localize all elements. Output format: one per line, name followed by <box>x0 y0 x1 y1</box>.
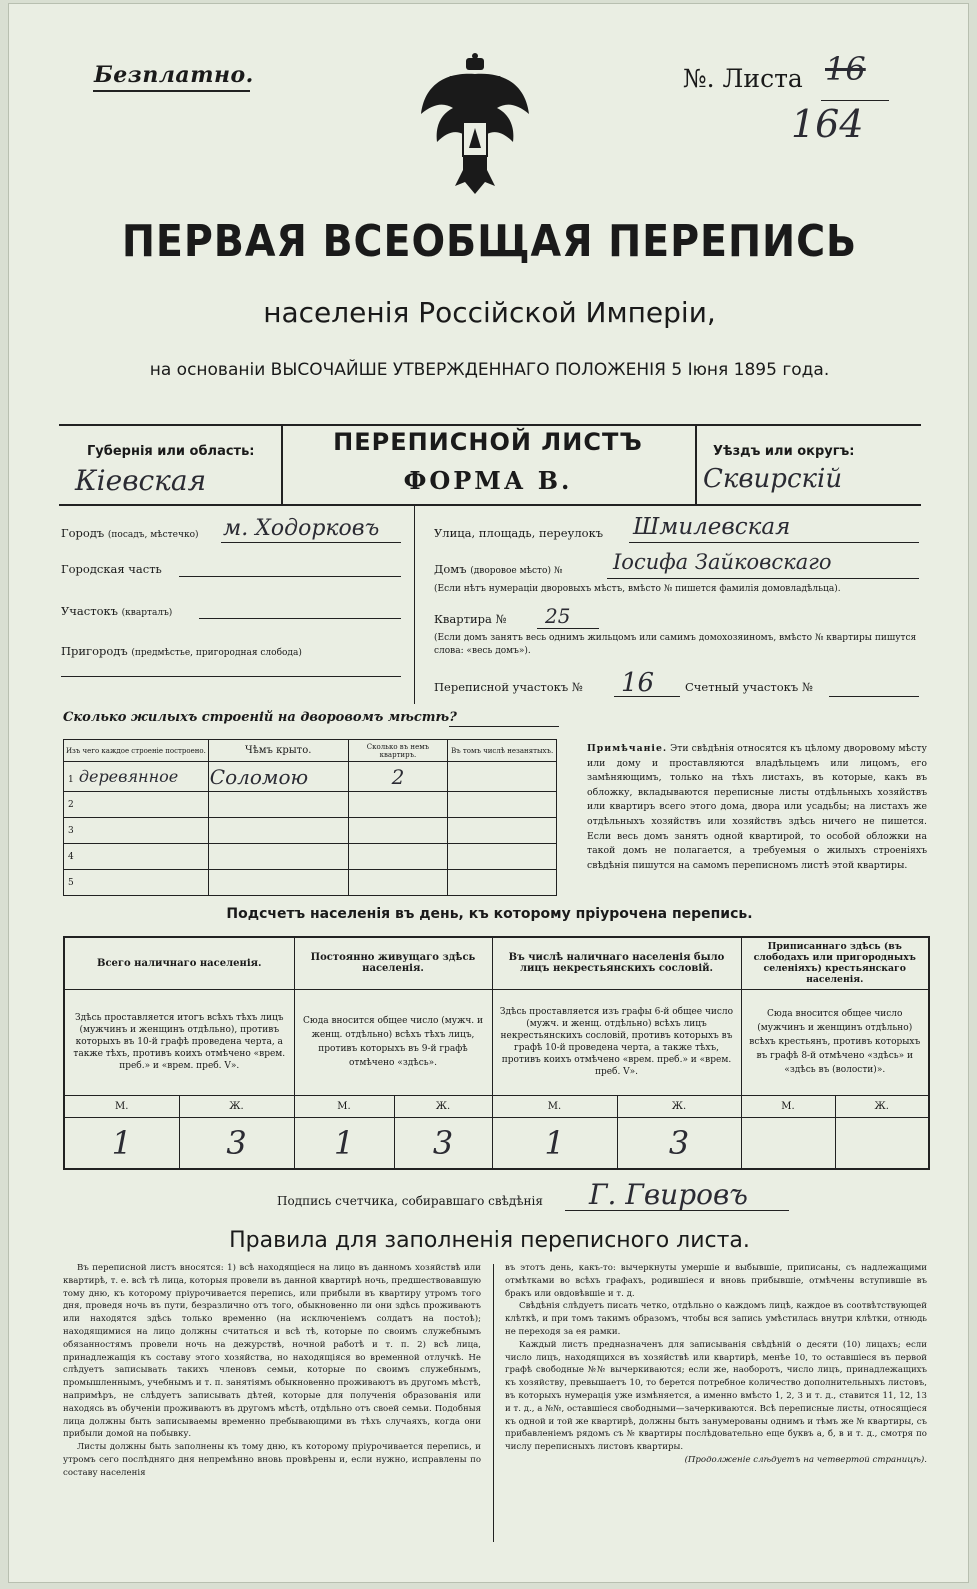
house-label-row <box>434 562 562 576</box>
form-sheet-title: ПЕРЕПИСНОЙ ЛИСТЪ <box>333 428 643 456</box>
province-value: Кіевская <box>75 464 207 497</box>
street-label: Улица, площадь, переулокъ <box>434 526 604 540</box>
population-desc-permanent: Сюда вносится общее число (мужч. и женщ. отдѣльно) всѣхъ тѣхъ лицъ, противъ которыхъ въ 9-й графѣ отмѣчено «здѣсь». <box>294 989 492 1095</box>
street-line <box>629 542 919 543</box>
building-apartments: 2 <box>348 762 448 792</box>
free-underline <box>93 90 250 92</box>
f-label: Ж. <box>617 1095 741 1117</box>
sheet-number-crossed: 16 <box>825 50 866 88</box>
census-sheet <box>8 3 969 1583</box>
district-value: Сквирскій <box>703 464 843 494</box>
buildings-header-vacant: Въ томъ числѣ незанятыхъ. <box>448 740 557 762</box>
row-number: 5 <box>64 870 209 896</box>
population-total-female: 3 <box>179 1117 294 1169</box>
rules-left-column <box>63 1262 481 1480</box>
rules-paragraph: въ этотъ день, какъ-то: вычеркнуты умершіе и выбывшіе, приписаны, съ надлежащими отмѣтками во всѣхъ графахъ, родившіеся и вновь прибывшіе, отмѣчены вступившіе въ бракъ или овдовѣвшіе и т. д. <box>505 1263 927 1299</box>
section-label: Участокъ <box>61 604 119 618</box>
rules-continued: (Продолженіе слѣдуетъ на четвертой страницѣ). <box>684 1454 927 1465</box>
house-value: Іосифа Зайковскаго <box>613 550 832 574</box>
population-peasant-male <box>741 1117 835 1169</box>
signature-label: Подпись счетчика, собиравшаго свѣдѣнія <box>277 1194 543 1208</box>
section-line <box>199 618 401 619</box>
free-label: Безплатно. <box>94 62 254 88</box>
suburb-label-row <box>61 644 302 658</box>
row-number: 2 <box>64 792 209 818</box>
population-head-peasant: Приписаннаго здѣсь (въ слободахъ или пригородныхъ селеніяхъ) крестьянскаго населенія. <box>741 937 929 989</box>
count-section-label: Счетный участокъ № <box>685 680 813 694</box>
rules-right-column <box>505 1262 927 1467</box>
house-line <box>607 578 919 579</box>
row-number: 3 <box>64 818 209 844</box>
sheet-number-label: №. Листа <box>683 64 803 93</box>
city-label: Городъ <box>61 526 105 540</box>
rules-divider <box>493 1264 494 1542</box>
street-value: Шмилевская <box>633 514 791 540</box>
table-row <box>64 870 557 896</box>
suburb-label: Пригородъ <box>61 644 128 658</box>
table-row <box>64 762 557 792</box>
population-total-male: 1 <box>64 1117 179 1169</box>
apartment-note: (Если домъ занятъ весь однимъ жильцомъ или самимъ домохозяиномъ, вмѣсто № квартиры пишутся слова: «весь домъ»). <box>434 633 917 656</box>
buildings-header-apartments: Сколько въ немъ квартиръ. <box>348 740 448 762</box>
province-label: Губернія или область: <box>87 444 255 459</box>
section-hint: (кварталъ) <box>121 608 173 618</box>
house-hint: (дворовое мѣсто) № <box>470 566 563 576</box>
address-divider <box>414 504 415 704</box>
population-peasant-female <box>835 1117 929 1169</box>
note-text: Эти свѣдѣнія относятся къ цѣлому дворовому мѣсту или дому и проставляются владѣльцемъ или лицомъ, его замѣняющимъ, только на тѣхъ листахъ, въ которые, какъ въ обложку, вкладываются переписные листы отдѣльныхъ хозяйствъ или квартиръ всего этого дома, двора или усадьбы; на листахъ же отдѣльныхъ хозяйствъ или хозяйствъ здѣсь ничего не пишется. Если весь домъ занятъ одной квартирой, то особой обложки на такой домъ не полагается, а требуемыя о жилыхъ строеніяхъ свѣдѣнія пишутся на самомъ переписномъ листѣ этой квартиры. <box>587 743 927 871</box>
row-number: 4 <box>64 844 209 870</box>
population-table <box>63 936 930 1170</box>
buildings-question: Сколько жилыхъ строеній на дворовомъ мѣстѣ? <box>63 710 457 725</box>
buildings-header-material: Изъ чего каждое строеніе построено. <box>64 740 209 762</box>
population-permanent-male: 1 <box>294 1117 394 1169</box>
district-label: Уѣздъ или округъ: <box>713 444 855 459</box>
sheet-number-underline <box>821 100 889 101</box>
buildings-note <box>587 742 927 873</box>
buildings-table <box>63 739 557 896</box>
table-row <box>64 792 557 818</box>
population-title: Подсчетъ населенія въ день, къ которому пріурочена перепись. <box>226 906 753 922</box>
population-head-nonpeasant: Въ числѣ наличнаго населенія было лицъ некрестьянскихъ сословій. <box>492 937 741 989</box>
f-label: Ж. <box>835 1095 929 1117</box>
count-section-line <box>829 696 919 697</box>
divider <box>695 424 697 504</box>
city-value: м. Ходорковъ <box>223 516 380 541</box>
city-hint: (посадъ, мѣстечко) <box>107 530 199 540</box>
m-label: М. <box>492 1095 617 1117</box>
f-label: Ж. <box>394 1095 492 1117</box>
buildings-header-roof: Чѣмъ крыто. <box>208 740 348 762</box>
population-nonpeasant-female: 3 <box>617 1117 741 1169</box>
population-nonpeasant-male: 1 <box>492 1117 617 1169</box>
apartment-label: Квартира № <box>434 612 507 626</box>
building-material: деревянное <box>78 767 179 786</box>
rules-paragraph: Свѣдѣнія слѣдуетъ писать четко, отдѣльно о каждомъ лицѣ, каждое въ соотвѣтствующей клѣткѣ, и при томъ такимъ образомъ, чтобы вся запись умѣстилась внутри клѣтки, отнюдь не переходя за ея рамки. <box>505 1301 927 1337</box>
subtitle: населенія Россійской Имперіи, <box>263 296 716 329</box>
table-row <box>64 818 557 844</box>
main-title: ПЕРВАЯ ВСЕОБЩАЯ ПЕРЕПИСЬ <box>121 216 858 267</box>
building-roof: Соломою <box>208 762 348 792</box>
population-desc-total: Здѣсь проставляется итогъ всѣхъ тѣхъ лицъ (мужчинъ и женщинъ отдѣльно), противъ которыхъ въ 10-й графѣ проведена черта, а также тѣхъ, противъ коихъ отмѣчено «врем. преб.» и «врем. преб. V». <box>64 989 294 1095</box>
signature-value: Г. Гвировъ <box>589 1178 748 1211</box>
population-permanent-female: 3 <box>394 1117 492 1169</box>
double-headed-eagle-icon <box>419 52 531 202</box>
rules-paragraph: Въ переписной листъ вносятся: 1) всѣ находящіеся на лицо въ данномъ хозяйствѣ или квартирѣ, т. е. всѣ тѣ лица, которыя провели въ данной квартирѣ ночь, предшествовавшую тому дню, къ которому пріурочивается перепись, или прибыли въ квартиру утромъ того дня, проведя ночь въ пути, безразлично отъ того, обыкновенно ли они здѣсь проживаютъ или находятся здѣсь только временно (на исключеніемъ солдатъ на постоѣ); находящимися на лицо должны считаться и всѣ тѣ, которые по своимъ служебнымъ обязанностямъ провели ночь на дежурствѣ, ночной работѣ и т. п. 2) всѣ лица, принадлежащія къ составу этого хозяйства, но находящіяся во временной отлучкѣ. Не слѣдуетъ записывать такихъ членовъ семьи, которые по своимъ служебнымъ, промышленнымъ, учебнымъ и т. п. занятіямъ обыкновенно проживаютъ въ другомъ мѣстѣ, напримѣръ, не слѣдуетъ записывать дѣтей, которые для полученія образованія или находясь въ обученіи проживаютъ въ другомъ мѣстѣ, отдѣльно отъ своей семьи. Подобныя лица должны быть записываемы временно пребывающими въ тѣхъ случаяхъ, когда они прибыли домой на побывку. <box>63 1263 481 1440</box>
city-line <box>221 542 401 543</box>
city-part-line <box>179 576 401 577</box>
census-section-label: Переписной участокъ № <box>434 680 583 694</box>
table-row <box>64 844 557 870</box>
population-head-total: Всего наличнаго населенія. <box>64 937 294 989</box>
m-label: М. <box>741 1095 835 1117</box>
suburb-line <box>61 676 401 677</box>
house-label: Домъ <box>434 562 467 576</box>
suburb-hint: (предмѣстье, пригородная слобода) <box>131 648 302 658</box>
basis-line: на основаніи ВЫСОЧАЙШЕ УТВЕРЖДЕННАГО ПОЛОЖЕНІЯ 5 Іюня 1895 года. <box>149 360 830 380</box>
rules-paragraph: Каждый листъ предназначенъ для записыванія свѣдѣній о десяти (10) лицахъ; если число лицъ, находящихся въ хозяйствѣ или квартирѣ, менѣе 10, то оставшіеся въ первой графѣ свободные №№ вычеркиваются; если же, наоборотъ, число лицъ, принадлежащихъ къ хозяйству, превышаетъ 10, то берется потребное количество дополнительныхъ листовъ, въ которыхъ нумерація уже измѣняется, а именно вмѣсто 1, 2, 3 и т. д., ставится 11, 12, 13 и т. д., а №№, оставшіеся свободными—зачеркиваются. Всѣ переписные листы, относящіеся къ одной и той же квартирѣ, должны быть занумерованы однимъ и тѣмъ же № квартиры, съ прибавленіемъ рядомъ съ № квартиры послѣдовательно еще буквъ а, б, в и т. д., смотря по числу переписныхъ листовъ квартиры. <box>505 1339 927 1453</box>
m-label: М. <box>64 1095 179 1117</box>
section-label-row <box>61 604 172 618</box>
m-label: М. <box>294 1095 394 1117</box>
rules-paragraph: Листы должны быть заполнены къ тому дню, къ которому пріурочивается перепись, и утромъ сего послѣдняго дня непремѣнно вновь провѣрены и, если нужно, исправлены по составу населенія <box>63 1442 481 1478</box>
population-desc-nonpeasant: Здѣсь проставляется изъ графы 6-й общее число (мужч. и женщ. отдѣльно) всѣхъ лицъ некрестьянскихъ сословій, противъ которыхъ въ графѣ 10-й проведена черта, а также тѣхъ, противъ коихъ отмѣчено «врем. преб.» и «врем. преб. V». <box>492 989 741 1095</box>
population-head-permanent: Постоянно живущаго здѣсь населенія. <box>294 937 492 989</box>
note-title: Примѣчаніе. <box>587 743 668 754</box>
census-section-value: 16 <box>621 668 655 698</box>
buildings-line <box>449 726 559 727</box>
rules-title: Правила для заполненія переписного листа. <box>229 1228 750 1253</box>
f-label: Ж. <box>179 1095 294 1117</box>
city-part-label: Городская часть <box>61 562 162 576</box>
apartment-line <box>537 628 599 629</box>
sheet-number-value: 164 <box>791 102 864 146</box>
apartment-value: 25 <box>545 604 571 628</box>
population-desc-peasant: Сюда вносится общее число (мужчинъ и женщинъ отдѣльно) всѣхъ крестьянъ, противъ которыхъ въ графѣ 8-й отмѣчено «здѣсь» и «здѣсь въ (волости)». <box>741 989 929 1095</box>
city-label-row <box>61 526 199 540</box>
house-note: (Если нѣтъ нумераціи дворовыхъ мѣстъ, вмѣсто № пишется фамилія домовладѣльца). <box>434 584 841 594</box>
form-name: ФОРМА В. <box>403 466 573 495</box>
row-number: 1 <box>68 775 74 785</box>
